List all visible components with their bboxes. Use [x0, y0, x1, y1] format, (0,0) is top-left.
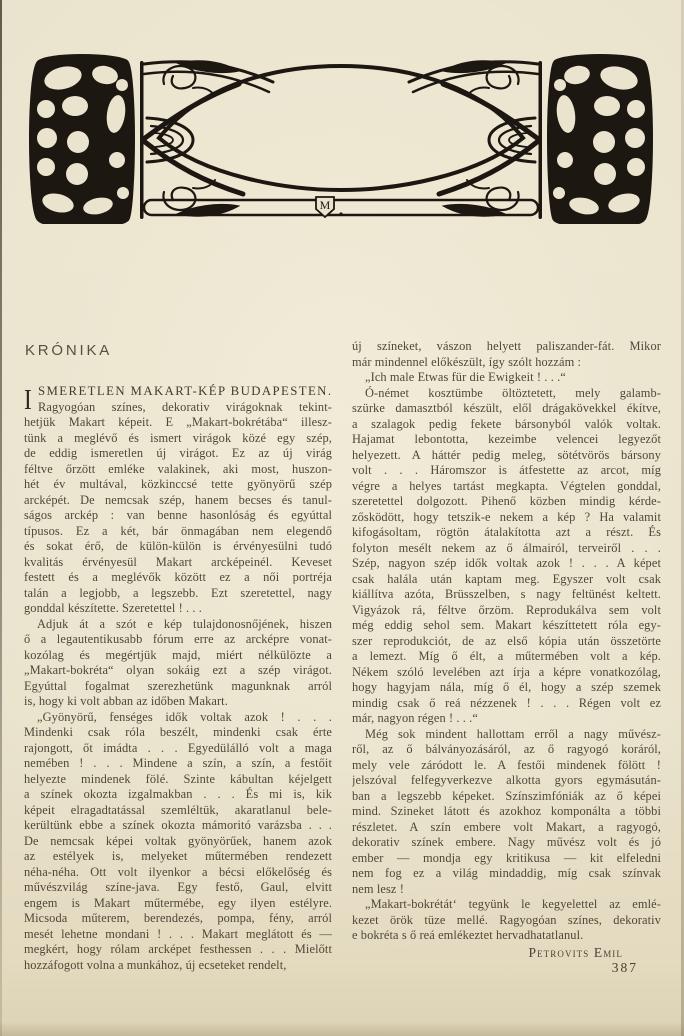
text-line: mindig csak ő reá nézzenek ! . . . Régen volt ez: [352, 695, 661, 710]
text-line: nem lesz !: [352, 881, 404, 896]
text-line: ő a legautentikusabb fórum erre az arcképre vonat-: [24, 632, 332, 646]
text-line: rajongott, őt imádta . . . Egyedülálló volt a maga: [24, 740, 332, 755]
author-signature: Petrovits Emil: [528, 944, 623, 960]
text-line: arcképét. De nemcsak szép, hanem becses és tanul-: [24, 492, 332, 507]
text-line: ről, az ő bálványozásáról, az ő ragyogó koráról,: [352, 742, 661, 756]
text-line: mind. Szineket látott és azokhoz komponálta a többi: [352, 804, 661, 818]
page-edge-shadow-bottom: [0, 1022, 684, 1036]
text-column-right: [352, 336, 661, 973]
text-line: az estélyek is, melyeket műtermében rendezett: [24, 849, 332, 863]
text-line: részletet. A szín embere volt Makart, a ragyogó,: [352, 819, 661, 834]
text-line: már mindennel előkészült, így szólt hozzám :: [352, 354, 582, 369]
text-line: szer reprodukciót, de az első kópia után összetörte: [352, 633, 661, 648]
text-line: ember — mondja egy kritikusa — kit elfeledni: [352, 850, 661, 865]
text-line: mesét lehetne mondani ! . . . Makart meglátott és —: [24, 926, 332, 941]
text-line: művészvilág színe-java. Egy festő, Gaul, elvitt: [24, 880, 332, 894]
text-line: kozólag és megértjük majd, miért nélkülözte a: [24, 647, 332, 662]
text-line: Ragyogóan színes, dekorativ virágoknak tekint-: [38, 399, 332, 414]
text-column-left: [24, 336, 332, 973]
text-line: képeit elragadtatással szemléltük, akaratlanul bele-: [24, 802, 332, 817]
text-line: „Gyönyörű, fenséges idők voltak azok ! . . .: [37, 709, 332, 724]
text-line: féltve őrzött emléke valakinek, aki most, huszon-: [24, 461, 332, 476]
text-line: De nemcsak képei voltak gyönyörűek, hanem azok: [24, 833, 332, 848]
text-line: hetjük Makart képeit. E „Makart-bokrétába“ illesz-: [24, 415, 332, 429]
text-line: jelszóval felfegyverkezve alkotta gyors egymásután-: [352, 773, 661, 787]
text-line: már, nagyon régen ! . . .“: [352, 711, 478, 725]
text-line: mely vele záródott le. A festői mindenek fölött !: [352, 757, 661, 772]
text-line: de eddig ismeretlen új virágot. Ez az új virág: [24, 446, 332, 460]
text-line: tünk a meglévő és ismert virágok közé egy szép,: [24, 430, 332, 445]
text-line: Adjuk át a szót e kép tulajdonosnőjének, hiszen: [37, 616, 332, 631]
text-line: dekorativ színek embere. Nagy művész volt és jó: [352, 835, 661, 849]
text-line: Micsoda műterem, berendezés, pompa, fény, arról: [24, 911, 332, 925]
text-line: e bokréta s ő reá emlékeztet hervadhatatlanul.: [352, 928, 584, 942]
text-line: megkért, hogy rólam arcképet festhessen . . . Mielőtt: [24, 942, 332, 956]
text-line: helyezett. A háttér pedig meleg, sötétvörös bársony: [352, 447, 661, 462]
text-line: új színeket, vászon helyett paliszander-fát. Mikor: [352, 339, 661, 353]
text-line: a lemezt. Míg ő élt, a műtermében volt a kép.: [352, 649, 661, 663]
text-line: festett és a meglévők között ez a női portréja: [24, 570, 332, 584]
text-line: Hajamat lebontotta, kezeimbe velencei legyezőt: [352, 432, 661, 446]
text-line: „Makart-bokréta“ olyan sokáig ezt a szép virágot.: [24, 663, 332, 677]
text-line: csak halála után kaptam meg. Egyszer volt csak: [352, 571, 661, 586]
text-line: „Ich male Etwas für die Ewigkeit ! . . .“: [365, 370, 566, 384]
column-paragraphs: [352, 339, 661, 944]
text-line: Nékem szóló levelében azt írja a képre vonatkozólag,: [352, 664, 661, 679]
page-edge-shadow-left: [0, 0, 2, 1036]
text-line: is, hogy ki volt abban az időben Makart.: [24, 694, 228, 708]
text-line: talán a legjobb, a legszebb. Ezt szeretettel, nagy: [24, 585, 332, 600]
paragraph: [24, 617, 332, 710]
text-line: és sokat érő, de külön-külön is érvényesülni tudó: [24, 539, 332, 553]
text-line: Mindenki csak róla beszélt, mindenki csak érte: [24, 725, 332, 739]
text-line: kifogásoltam, rögtön átalakította azt a részt. És: [352, 525, 661, 539]
text-line: helyezte mindenek fölé. Szinte kábultan kéjelgett: [24, 771, 332, 786]
page-number: 387: [611, 960, 638, 975]
text-line: szeretettel dolgozott. Pihenő közben mindig kérde-: [352, 494, 661, 508]
paragraph: [352, 897, 661, 944]
text-line: típusos. Ez a két, bár önmagában nem elegendő: [24, 523, 332, 538]
text-line: néha-néha. Ott volt ilyenkor a bécsi előkelőség és: [24, 864, 332, 879]
paragraph: [24, 384, 332, 617]
paragraph: [352, 727, 661, 898]
text-line: nem fog ez a világ mindaddig, míg csak színvak: [352, 866, 661, 880]
text-line: a színek okozta izgalmakban . . . És mi is, kik: [24, 787, 332, 801]
text-line: gonddal készítette. Szeretettel ! . . .: [24, 601, 202, 615]
paragraph: [24, 710, 332, 974]
text-line: folyton mesélt nekem az ő álmairól, terveiről . . .: [352, 540, 661, 555]
text-line: a szalagok pedig fekete bársonyból valók voltak.: [352, 416, 661, 431]
text-line: volt . . . Háromszor is átfestette az arcot, míg: [352, 463, 661, 477]
monogram-letter: M: [319, 198, 331, 212]
text-line: kezet örök tüze mellé. Ragyogóan színes, dekorativ: [352, 912, 661, 927]
article-text-block: [24, 336, 661, 973]
column-paragraphs: [24, 384, 332, 973]
text-line: Vigyázok rá, féltve őrzöm. Reprodukálva sem volt: [352, 602, 661, 617]
text-line: Egyúttal fogalmat szerezhetünk magunknak arról: [24, 678, 332, 693]
text-line: még eddig sehol sem. Makart készíttetett róla egy-: [352, 618, 661, 632]
text-line: szürke damasztból készült, elől drágakövekkel ékítve,: [352, 401, 661, 415]
text-line: hogy hagyjam nála, míg ő él, hogy a szép szemek: [352, 680, 661, 694]
text-line: „Makart-bokrétát‘ tegyünk le kegyelettel az emlé-: [365, 897, 661, 911]
paragraph: [352, 339, 661, 370]
art-nouveau-ornament: [27, 54, 655, 224]
text-line: kiállítva azóta, Brüsszelben, s nagy feltünést keltett.: [352, 587, 661, 601]
text-line: végre a helyes tartást megkapta. Végtelen gonddal,: [352, 478, 661, 493]
text-line: kerültünk ebbe a színek okozta mámoritó varázsba . . .: [24, 818, 332, 832]
text-line: Ó-német kosztümbe öltöztetett, mely galamb-: [365, 385, 661, 400]
text-line: engem is Makart műtermébe, egy ilyen estélyre.: [24, 895, 332, 910]
text-line: nemében ! . . . Mindene a szín, a szín, a festőit: [24, 756, 332, 770]
text-line: hét év multával, közkinccsé tette gyönyörű szép: [24, 477, 332, 491]
text-line: kvalitás érvényesül Makart arcképeinél. Keveset: [24, 554, 332, 569]
text-line: Még sok mindent hallottam erről a nagy művész-: [365, 726, 661, 741]
section-heading: KRÓNIKA: [25, 342, 113, 359]
text-line: Szép, nagyon szép idők voltak azok ! . . . A képet: [352, 556, 661, 570]
text-line: SMERETLEN MAKART-KÉP BUDAPESTEN.: [38, 384, 332, 398]
drop-cap: I: [24, 384, 32, 416]
text-line: zősködött, hogy tetszik-e nekem a kép ? Ha valamit: [352, 509, 661, 524]
text-line: ban a legszebb képeket. Színszimfóniák az ő képei: [352, 788, 661, 803]
text-line: hozzáfogott volna a munkához, új ecseteket rendelt,: [24, 957, 287, 972]
text-line: ságos arckép : van benne hasonlóság és egyúttal: [24, 508, 332, 522]
paragraph: [352, 370, 661, 386]
paragraph: [352, 386, 661, 727]
